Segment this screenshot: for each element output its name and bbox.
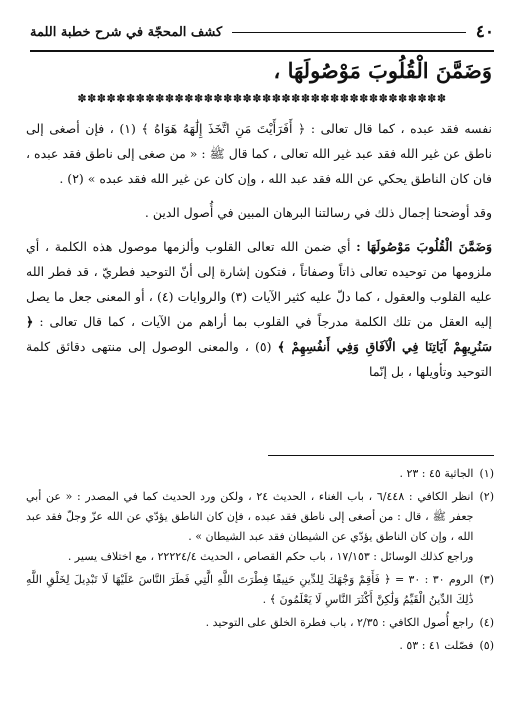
- paragraph-2: وقد أوضحنا إجمال ذلك في رسالتنا البرهان المبين في أُصول الدين .: [144, 205, 492, 220]
- header-divider: [30, 50, 494, 52]
- page-number: ٤٠: [475, 22, 494, 42]
- main-text: [26, 116, 492, 384]
- footnote-3: [26, 570, 494, 610]
- footnote-4: [26, 613, 494, 633]
- paragraph-1: نفسه فقد عبده ، كما قال تعالى : ﴿ أَفَرَأَيْتَ مَنِ اتَّخَذَ إِلَٰهَهُ هَوَاهُ ﴾ (١) ، فإن أصغى إلى ناطق عن غير الله فقد عبد غير الله تعالى ، كما قال ﷺ : « من صغى إلى ناطق فقد عبده ، فان كان الناطق يحكي عن الله فقد عبد الله ، وإن كان عن غير الله فقد عبده » (٢) .: [26, 121, 492, 186]
- section-title: وَضَمَّنَ الْقُلُوبَ مَوْصُولَهَا ،: [273, 58, 492, 83]
- paragraph-3-quran: ﴿ سَنُرِيهِمْ آيَاتِنَا فِي الْآفَاقِ وَفِي أَنفُسِهِمْ ﴾: [26, 314, 493, 354]
- footnote-text: راجع أُصول الكافي : ٢/٣٥ ، باب فطرة الخلق على التوحيد .: [205, 616, 474, 629]
- footnote-number: (٣): [479, 573, 494, 586]
- footnote-text: وراجع كذلك الوسائل : ١٧/١٥٣ ، باب حكم القصاص ، الحديث ٢٢٢٢٤/٤ ، مع اختلاف يسير .: [67, 550, 474, 563]
- footnote-2: [26, 487, 494, 567]
- footnote-number: (٢): [479, 490, 494, 503]
- paragraph-3: [26, 234, 492, 384]
- footnote-text: فصّلت ٤١ : ٥٣ .: [399, 639, 474, 652]
- footnote-1: [26, 464, 494, 484]
- footnote-number: (٤): [479, 616, 494, 629]
- page-header: [30, 18, 494, 46]
- footnotes: [26, 464, 494, 656]
- footnote-text: الروم ٣٠ : ٣٠ = ﴿ فَأَقِمْ وَجْهَكَ لِلدِّينِ حَنِيفًا فِطْرَتَ اللَّهِ الَّتِي فَطَرَ النَّاسَ عَلَيْهَا لَا تَبْدِيلَ لِخَلْقِ اللَّهِ ذَٰلِكَ الدِّينُ الْقَيِّمُ وَلَٰكِنَّ أَكْثَرَ النَّاسِ لَا يَعْلَمُونَ ﴾ .: [26, 573, 474, 606]
- footnote-number: (١): [479, 467, 494, 480]
- footnote-text: انظر الكافي : ٦/٤٤٨ ، باب الغناء ، الحديث ٢٤ ، ولكن ورد الحديث كما في المصدر : « عن أبي جعفر ﷺ ، قال : من أصغى إلى ناطق فقد عبده ، فإن كان الناطق يؤدّي عن الله عزّ وجلّ فقد عبد الله ، وإن كان الناطق يؤدّي عن الشيطان فقد عبد الشيطان » .: [26, 490, 474, 543]
- footnote-5: [26, 636, 494, 656]
- footnote-number: (٥): [479, 639, 494, 652]
- footnote-divider: [268, 455, 494, 456]
- footnote-text: الجاثية ٤٥ : ٢٣ .: [399, 467, 474, 480]
- book-title: كشف المحجّة في شرح خطبة اللمة: [30, 24, 223, 40]
- paragraph-3-lead: وَضَمَّنَ الْقُلُوبَ مَوْصُولَهَا :: [356, 239, 492, 254]
- star-separator: ✽✽✽✽✽✽✽✽✽✽✽✽✽✽✽✽✽✽✽✽✽✽✽✽✽✽✽✽✽✽✽✽✽✽✽✽✽✽: [77, 92, 447, 105]
- header-rule: [232, 32, 466, 33]
- paragraph-3-text-b: (٥) ، والمعنى الوصول إلى منتهى دقائق كلمة التوحيد وتأويلها ، بل إنّما: [26, 339, 492, 379]
- paragraph-3-text-a: أي ضمن الله تعالى القلوب وألزمها موصول هذه الكلمة ، أي ملزومها من توحيده تعالى ذاتاً وصفاتاً ، فتكون إشارة إلى أنّ التوحيد فطريّ ، قد فطر الله عليه القلوب والعقول ، كما دلّ عليه كثير الآيات (٣) والروايات (٤) ، أو المعنى جعل ما يصل إليه العقل من تلك الكلمة مدرجاً في القلوب بما أراهم من الآيات ، كما قال تعالى :: [26, 239, 492, 329]
